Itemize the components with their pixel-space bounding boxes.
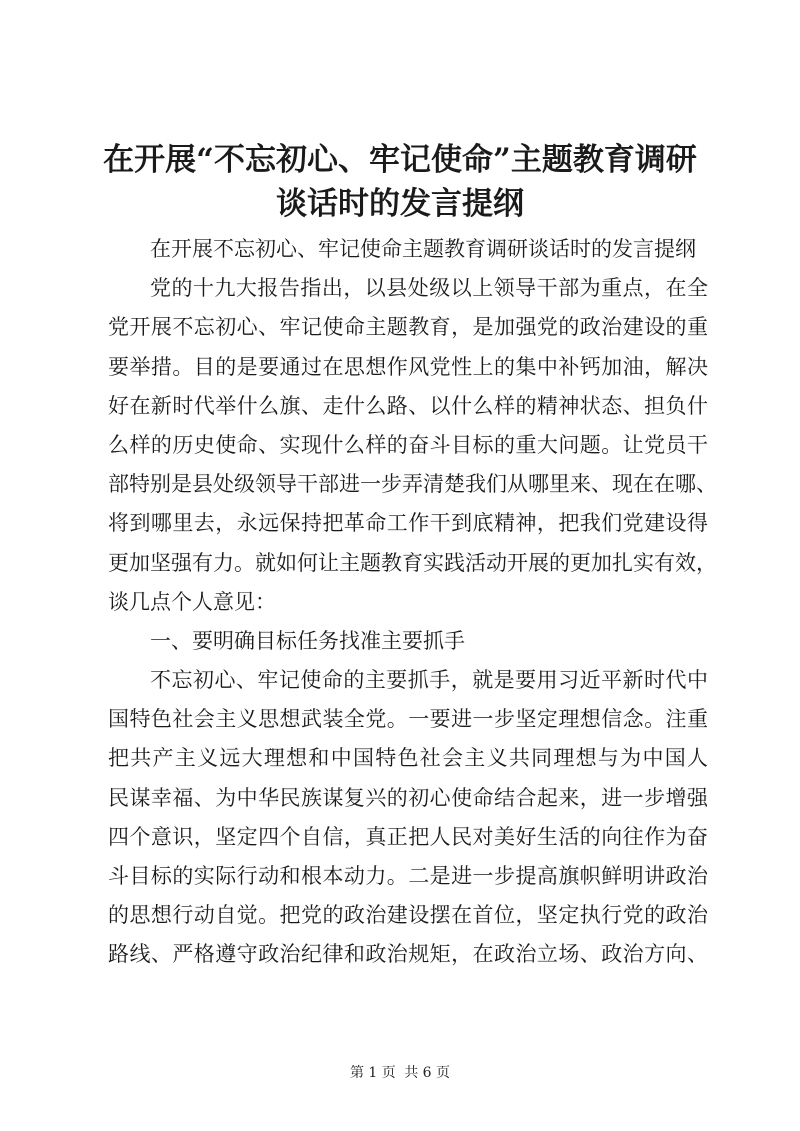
document-title-line-1: 在开展“不忘初心、牢记使命”主题教育调研	[103, 142, 697, 178]
page-number: 第 1 页	[349, 1065, 396, 1081]
body-line: 在开展不忘初心、牢记使命主题教育调研谈话时的发言提纲	[150, 237, 696, 261]
page-total: 共 6 页	[404, 1065, 451, 1081]
body-line: 更加坚强有力。就如何让主题教育实践活动开展的更加扎实有效，	[108, 550, 717, 575]
body-line: 党开展不忘初心、牢记使命主题教育，是加强党的政治建设的重	[108, 315, 708, 340]
body-line: 将到哪里去，永远保持把革命工作干到底精神，把我们党建设得	[108, 511, 708, 536]
page-footer	[0, 1064, 800, 1082]
body-line: 国特色社会主义思想武装全党。一要进一步坚定理想信念。注重	[108, 707, 708, 732]
document-body	[108, 230, 717, 975]
body-line: 部特别是县处级领导干部进一步弄清楚我们从哪里来、现在在哪、	[108, 472, 717, 497]
body-line: 要举措。目的是要通过在思想作风党性上的集中补钙加油，解决	[108, 354, 708, 379]
body-line: 把共产主义远大理想和中国特色社会主义共同理想与为中国人	[108, 746, 708, 771]
body-line: 的思想行动自觉。把党的政治建设摆在首位，坚定执行党的政治	[108, 903, 708, 928]
document-title-line-2: 谈话时的发言提纲	[276, 186, 524, 222]
body-line: 么样的历史使命、实现什么样的奋斗目标的重大问题。让党员干	[108, 432, 708, 457]
body-line: 谈几点个人意见：	[108, 589, 276, 614]
body-line: 一、要明确目标任务找准主要抓手	[150, 628, 465, 653]
body-line: 四个意识，坚定四个自信，真正把人民对美好生活的向往作为奋	[108, 824, 708, 849]
body-line: 民谋幸福、为中华民族谋复兴的初心使命结合起来，进一步增强	[108, 785, 708, 810]
body-line: 党的十九大报告指出，以县处级以上领导干部为重点，在全	[150, 276, 708, 301]
body-line: 斗目标的实际行动和根本动力。二是进一步提高旗帜鲜明讲政治	[108, 864, 708, 888]
body-line: 路线、严格遵守政治纪律和政治规矩，在政治立场、政治方向、	[108, 942, 708, 967]
body-line: 不忘初心、牢记使命的主要抓手，就是要用习近平新时代中	[150, 668, 708, 693]
body-line: 好在新时代举什么旗、走什么路、以什么样的精神状态、担负什	[108, 393, 708, 418]
